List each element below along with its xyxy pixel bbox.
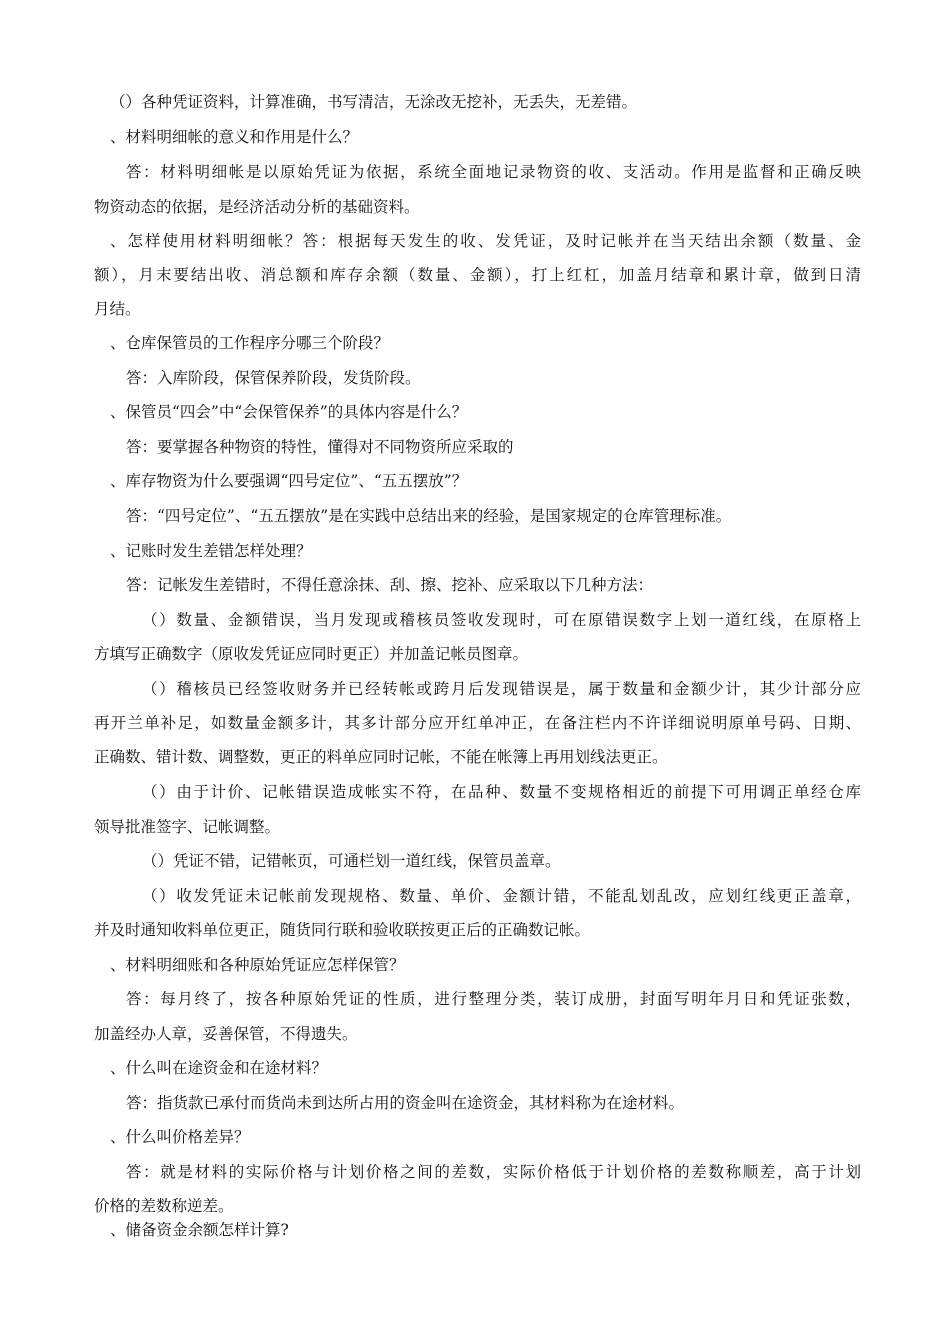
answer-line: 月结。 <box>94 300 141 318</box>
answer-line: 答：记帐发生差错时，不得任意涂抹、刮、擦、挖补、应采取以下几种方法： <box>126 576 654 594</box>
answer-line: 答：入库阶段，保管保养阶段，发货阶段。 <box>126 369 421 387</box>
list-item-line: 领导批准签字、记帐调整。 <box>94 818 281 836</box>
list-item-line: （）由于计价、记帐错误造成帐实不符，在品种、数量不变规格相近的前提下可用调正单经仓库 <box>142 783 861 801</box>
list-item-line: 并及时通知收料单位更正，随货同行联和验收联按更正后的正确数记帐。 <box>94 921 591 939</box>
question-heading: 、保管员“四会”中“会保管保养”的具体内容是什么？ <box>110 403 468 421</box>
answer-line: 答：指货款已承付而货尚未到达所占用的资金叫在途资金，其材料称为在途材料。 <box>126 1094 685 1112</box>
question-heading: 、仓库保管员的工作程序分哪三个阶段？ <box>110 334 390 352</box>
answer-line: 物资动态的依据，是经济活动分析的基础资料。 <box>94 198 420 216</box>
question-heading: 、怎样使用材料明细帐？答：根据每天发生的收、发凭证，及时记帐并在当天结出余额（数量、金 <box>110 232 861 250</box>
question-heading: 、记账时发生差错怎样处理？ <box>110 542 312 560</box>
answer-line: 加盖经办人章，妥善保管，不得遗失。 <box>94 1025 358 1043</box>
answer-line: 答：材料明细帐是以原始凭证为依据，系统全面地记录物资的收、支活动。作用是监督和正确反映 <box>126 163 861 181</box>
answer-line: 答：“四号定位”、“五五摆放”是在实践中总结出来的经验，是国家规定的仓库管理标准。 <box>126 507 732 525</box>
answer-line: 答：就是材料的实际价格与计划价格之间的差数，实际价格低于计划价格的差数称顺差，高于计划 <box>126 1163 861 1181</box>
list-item-line: （）凭证不错，记错帐页，可通栏划一道红线，保管员盖章。 <box>142 852 561 870</box>
list-item-line: （）收发凭证未记帐前发现规格、数量、单价、金额计错，不能乱划乱改，应划红线更正盖章， <box>142 887 861 905</box>
answer-line: 价格的差数称逆差。 <box>94 1197 234 1215</box>
question-heading: 、库存物资为什么要强调“四号定位”、“五五摆放”？ <box>110 472 468 490</box>
answer-line: 答：要掌握各种物资的特性，懂得对不同物资所应采取的 <box>126 438 514 456</box>
question-heading: 、材料明细账和各种原始凭证应怎样保管？ <box>110 956 405 974</box>
answer-line: 答：每月终了，按各种原始凭证的性质，进行整理分类，装订成册，封面写明年月日和凭证张数， <box>126 990 861 1008</box>
list-item-line: 正确数、错计数、调整数，更正的料单应同时记帐，不能在帐簿上再用划线法更正。 <box>94 748 668 766</box>
list-item-line: 方填写正确数字（原收发凭证应同时更正）并加盖记帐员图章。 <box>94 645 529 663</box>
list-item-line: 再开兰单补足，如数量金额多计，其多计部分应开红单冲正，在备注栏内不许详细说明原单号码、日期、 <box>94 714 861 732</box>
list-item-line: （）稽核员已经签收财务并已经转帐或跨月后发现错误是，属于数量和金额少计，其少计部分应 <box>142 680 861 698</box>
question-heading: 、储备资金余额怎样计算? <box>110 1221 289 1239</box>
question-heading: 、什么叫在途资金和在途材料？ <box>110 1059 328 1077</box>
question-heading: 、什么叫价格差异？ <box>110 1128 250 1146</box>
list-item-line: （）数量、金额错误，当月发现或稽核员签收发现时，可在原错误数字上划一道红线，在原格上 <box>142 611 861 629</box>
question-heading: 、材料明细帐的意义和作用是什么？ <box>110 128 359 146</box>
text-line: （）各种凭证资料，计算准确，书写清洁，无涂改无挖补，无丢失，无差错。 <box>110 93 638 111</box>
answer-line: 额），月末要结出收、消总额和库存余额（数量、金额），打上红杠，加盖月结章和累计章，做到日清 <box>94 266 861 284</box>
